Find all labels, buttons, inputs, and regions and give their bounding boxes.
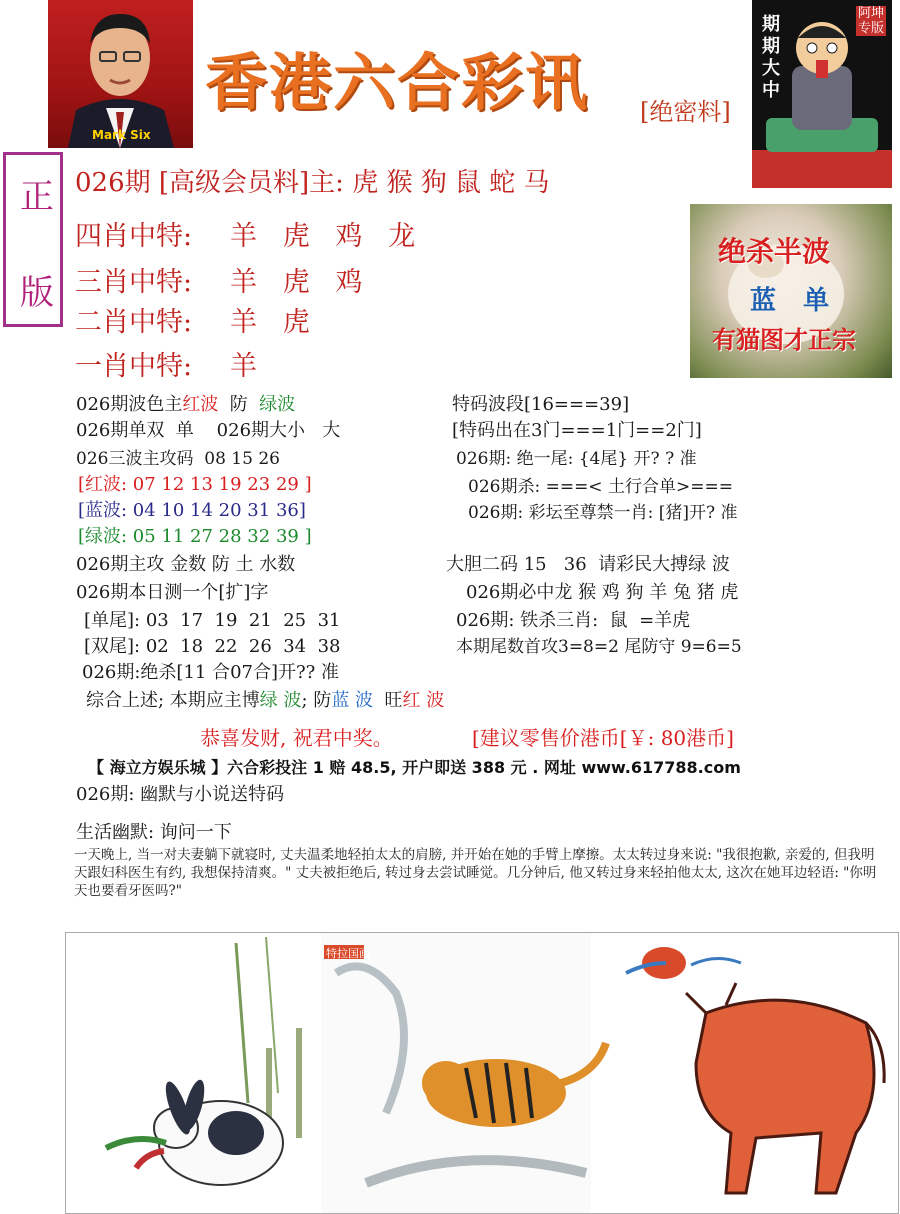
special-gate-line: [特码出在3门===1门==2门] [452,420,702,441]
wave-prefix: 026期波色主 [76,394,183,415]
cat-promo-box [690,204,892,378]
wave-color-line [76,390,295,416]
forbidden-zodiac-line: 026期: 彩坛至尊禁一肖: [猪]开? 准 [468,503,738,523]
pick-row-4 [75,214,416,253]
kill-line: 026期:绝杀[11 合07合]开?? 准 [82,662,340,683]
tail-attack-line: 本期尾数首攻3=8=2 尾防守 9=6=5 [456,637,742,657]
summary-prefix: 综合上述; 本期应主博 [86,690,260,711]
wave-guard-label: 防 [218,394,260,415]
pick-row-3 [75,260,363,299]
cartoon-figure [752,0,892,188]
cat-box-line-1: 绝杀半波 [718,235,831,268]
blue-wave-line: [蓝波: 04 10 14 20 31 36] [78,500,306,521]
pick-values: 羊 虎 [230,307,310,338]
pick-values: 羊 [230,351,257,382]
double-tail-line: [双尾]: 02 18 22 26 34 38 [84,636,341,657]
ox-painting [626,947,884,1193]
rabbit-painting [106,937,302,1185]
bold-two-line: 大胆二码 15 36 请彩民大搏绿 波 [446,554,730,575]
photo-logo: Mark Six [92,128,151,142]
pick-label: 三肖中特: [75,267,193,298]
pick-label: 一肖中特: [75,351,193,382]
cartoon-text-right: 阿坤专版 [857,6,884,36]
page-title: 香港六合彩讯 [205,46,590,119]
pick-values: 羊 虎 鸡 龙 [230,221,416,252]
badge-char-2: 版 [20,273,54,313]
main-zodiac-line: 026期 [高级会员料]主: 虎 猴 狗 鼠 蛇 马 [75,168,550,198]
red-wave-line: [红波: 07 12 13 19 23 29 ] [78,474,312,495]
badge-char-1: 正 [20,177,54,217]
green-wave-line: [绿波: 05 11 27 28 32 39 ] [78,526,312,547]
pick-label: 二肖中特: [75,307,193,338]
summary-line [86,686,444,712]
casino-promo: 【 海立方娱乐城 】六合彩投注 1 赔 48.5, 开户即送 388 元 . 网址 www.617788.com [88,758,741,777]
tiger-painting [321,933,606,1213]
summary-red: 红 波 [402,690,445,711]
pick-row-2 [75,300,310,339]
retail-price: [建议零售价港币[￥: 80港币] [472,726,734,750]
story-title: 生活幽默: 询问一下 [76,822,232,843]
story-text: 一天晚上, 当一对夫妻躺下就寝时, 丈夫温柔地轻拍太太的肩膀, 并开始在她的手臂上摩擦。太太转过身来说: "我很抱歉, 亲爱的, 但我明天跟妇科医生有约, 我想保持清爽。" 丈夫被拒绝后, 转过身去尝试睡觉。几分钟后, 他又转过身来轻拍他太太, 这次在她耳边轻语: "你明天也要看牙医吗?" [74,847,877,899]
odd-even-line: 026期单双 单 026期大小 大 [76,420,341,441]
must-hit-line: 026期必中龙 猴 鸡 狗 羊 兔 猪 虎 [466,582,739,603]
kill-three-line: 026期: 铁杀三肖: 鼠 =羊虎 [456,610,691,631]
three-wave-line: 026三波主攻码 08 15 26 [76,449,280,469]
special-range-line: 特码波段[16===39] [452,394,630,415]
kill-element-line: 026期杀: ===< 土行合单>=== [468,477,733,497]
attack-line: 026期主攻 金数 防 土 水数 [76,554,296,575]
summary-mid: ; 防 [301,690,332,711]
single-tail-line: [单尾]: 03 17 19 21 25 31 [84,610,341,631]
cat-box-line-2: 蓝 单 [750,286,830,316]
humor-title: 026期: 幽默与小说送特码 [76,784,285,805]
authentic-badge [3,152,63,327]
cat-box-line-3: 有猫图才正宗 [712,325,856,354]
animal-paintings [65,932,899,1214]
summary-green: 绿 波 [259,690,302,711]
wave-main: 红波 [182,394,219,415]
summary-blue: 蓝 波 [331,690,374,711]
tail-line: 026期: 绝一尾: {4尾} 开? ? 准 [456,449,697,469]
pick-label: 四肖中特: [75,221,193,252]
host-photo [48,0,193,148]
summary-mid2: 旺 [373,690,403,711]
daily-line: 026期本日测一个[扩]字 [76,582,269,603]
congrats-text: 恭喜发财, 祝君中奖。 [200,726,393,750]
pick-row-1 [75,344,257,383]
wave-guard: 绿波 [259,394,296,415]
pick-values: 羊 虎 鸡 [230,267,363,298]
cartoon-text-left: 期期大中 [762,14,780,101]
page-subtitle: [绝密料] [640,98,731,126]
paintings-label: 特拉国画 [326,947,370,960]
